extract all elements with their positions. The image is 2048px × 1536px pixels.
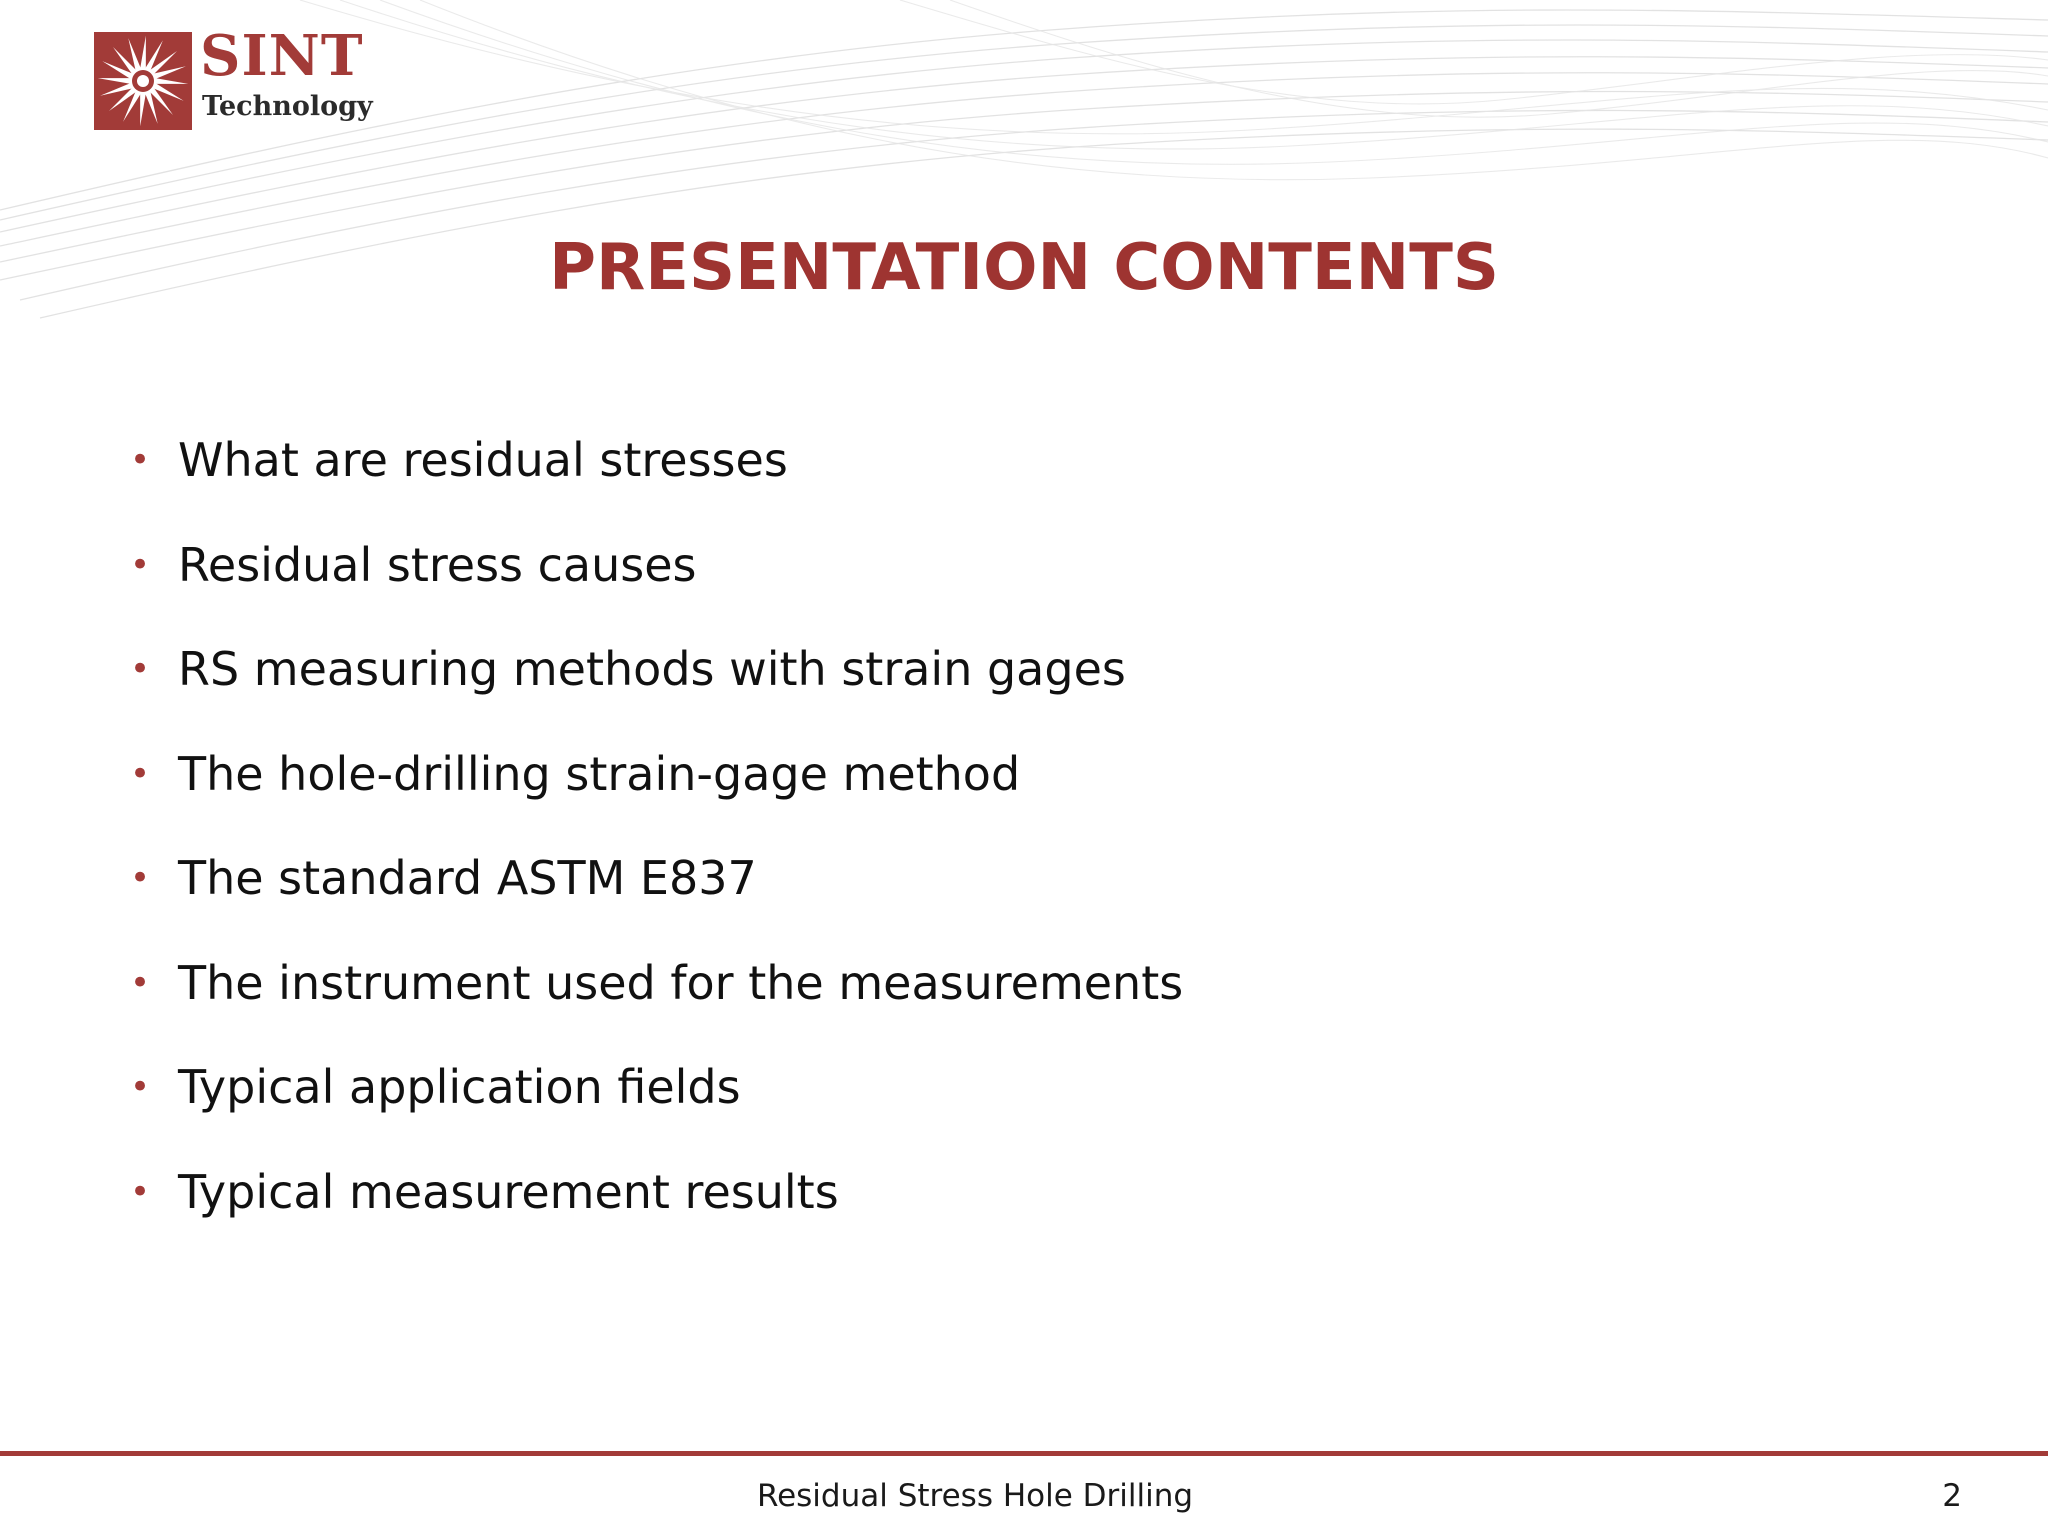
- list-item-text: The hole-drilling strain-gage method: [178, 746, 1021, 801]
- bullet-icon: •: [130, 1067, 151, 1107]
- bullet-icon: •: [130, 440, 151, 480]
- list-item-text: Typical measurement results: [178, 1164, 839, 1219]
- company-logo: [94, 23, 384, 130]
- list-item-text: RS measuring methods with strain gages: [178, 642, 1126, 696]
- list-item-text: Residual stress causes: [178, 537, 697, 592]
- bullet-icon: •: [130, 962, 151, 1003]
- bullet-icon: •: [130, 649, 151, 689]
- footer-divider: [0, 1451, 2048, 1456]
- logo-tagline: Technology: [202, 91, 373, 122]
- sunburst-logo-icon: [94, 32, 192, 130]
- slide-title: PRESENTATION CONTENTS: [549, 231, 1499, 305]
- logo-wordmark: SINT: [200, 23, 364, 89]
- bullet-icon: •: [130, 544, 151, 585]
- list-item-text: The instrument used for the measurements: [178, 955, 1184, 1010]
- list-item-text: The standard ASTM E837: [178, 851, 757, 905]
- page-number: 2: [1942, 1478, 1962, 1514]
- list-item-text: Typical application fields: [178, 1060, 741, 1114]
- bullet-icon: •: [130, 1171, 151, 1212]
- list-item-text: What are residual stresses: [178, 433, 788, 487]
- bullet-icon: •: [130, 753, 151, 794]
- bullet-icon: •: [130, 858, 151, 898]
- footer-title: Residual Stress Hole Drilling: [756, 1478, 1194, 1514]
